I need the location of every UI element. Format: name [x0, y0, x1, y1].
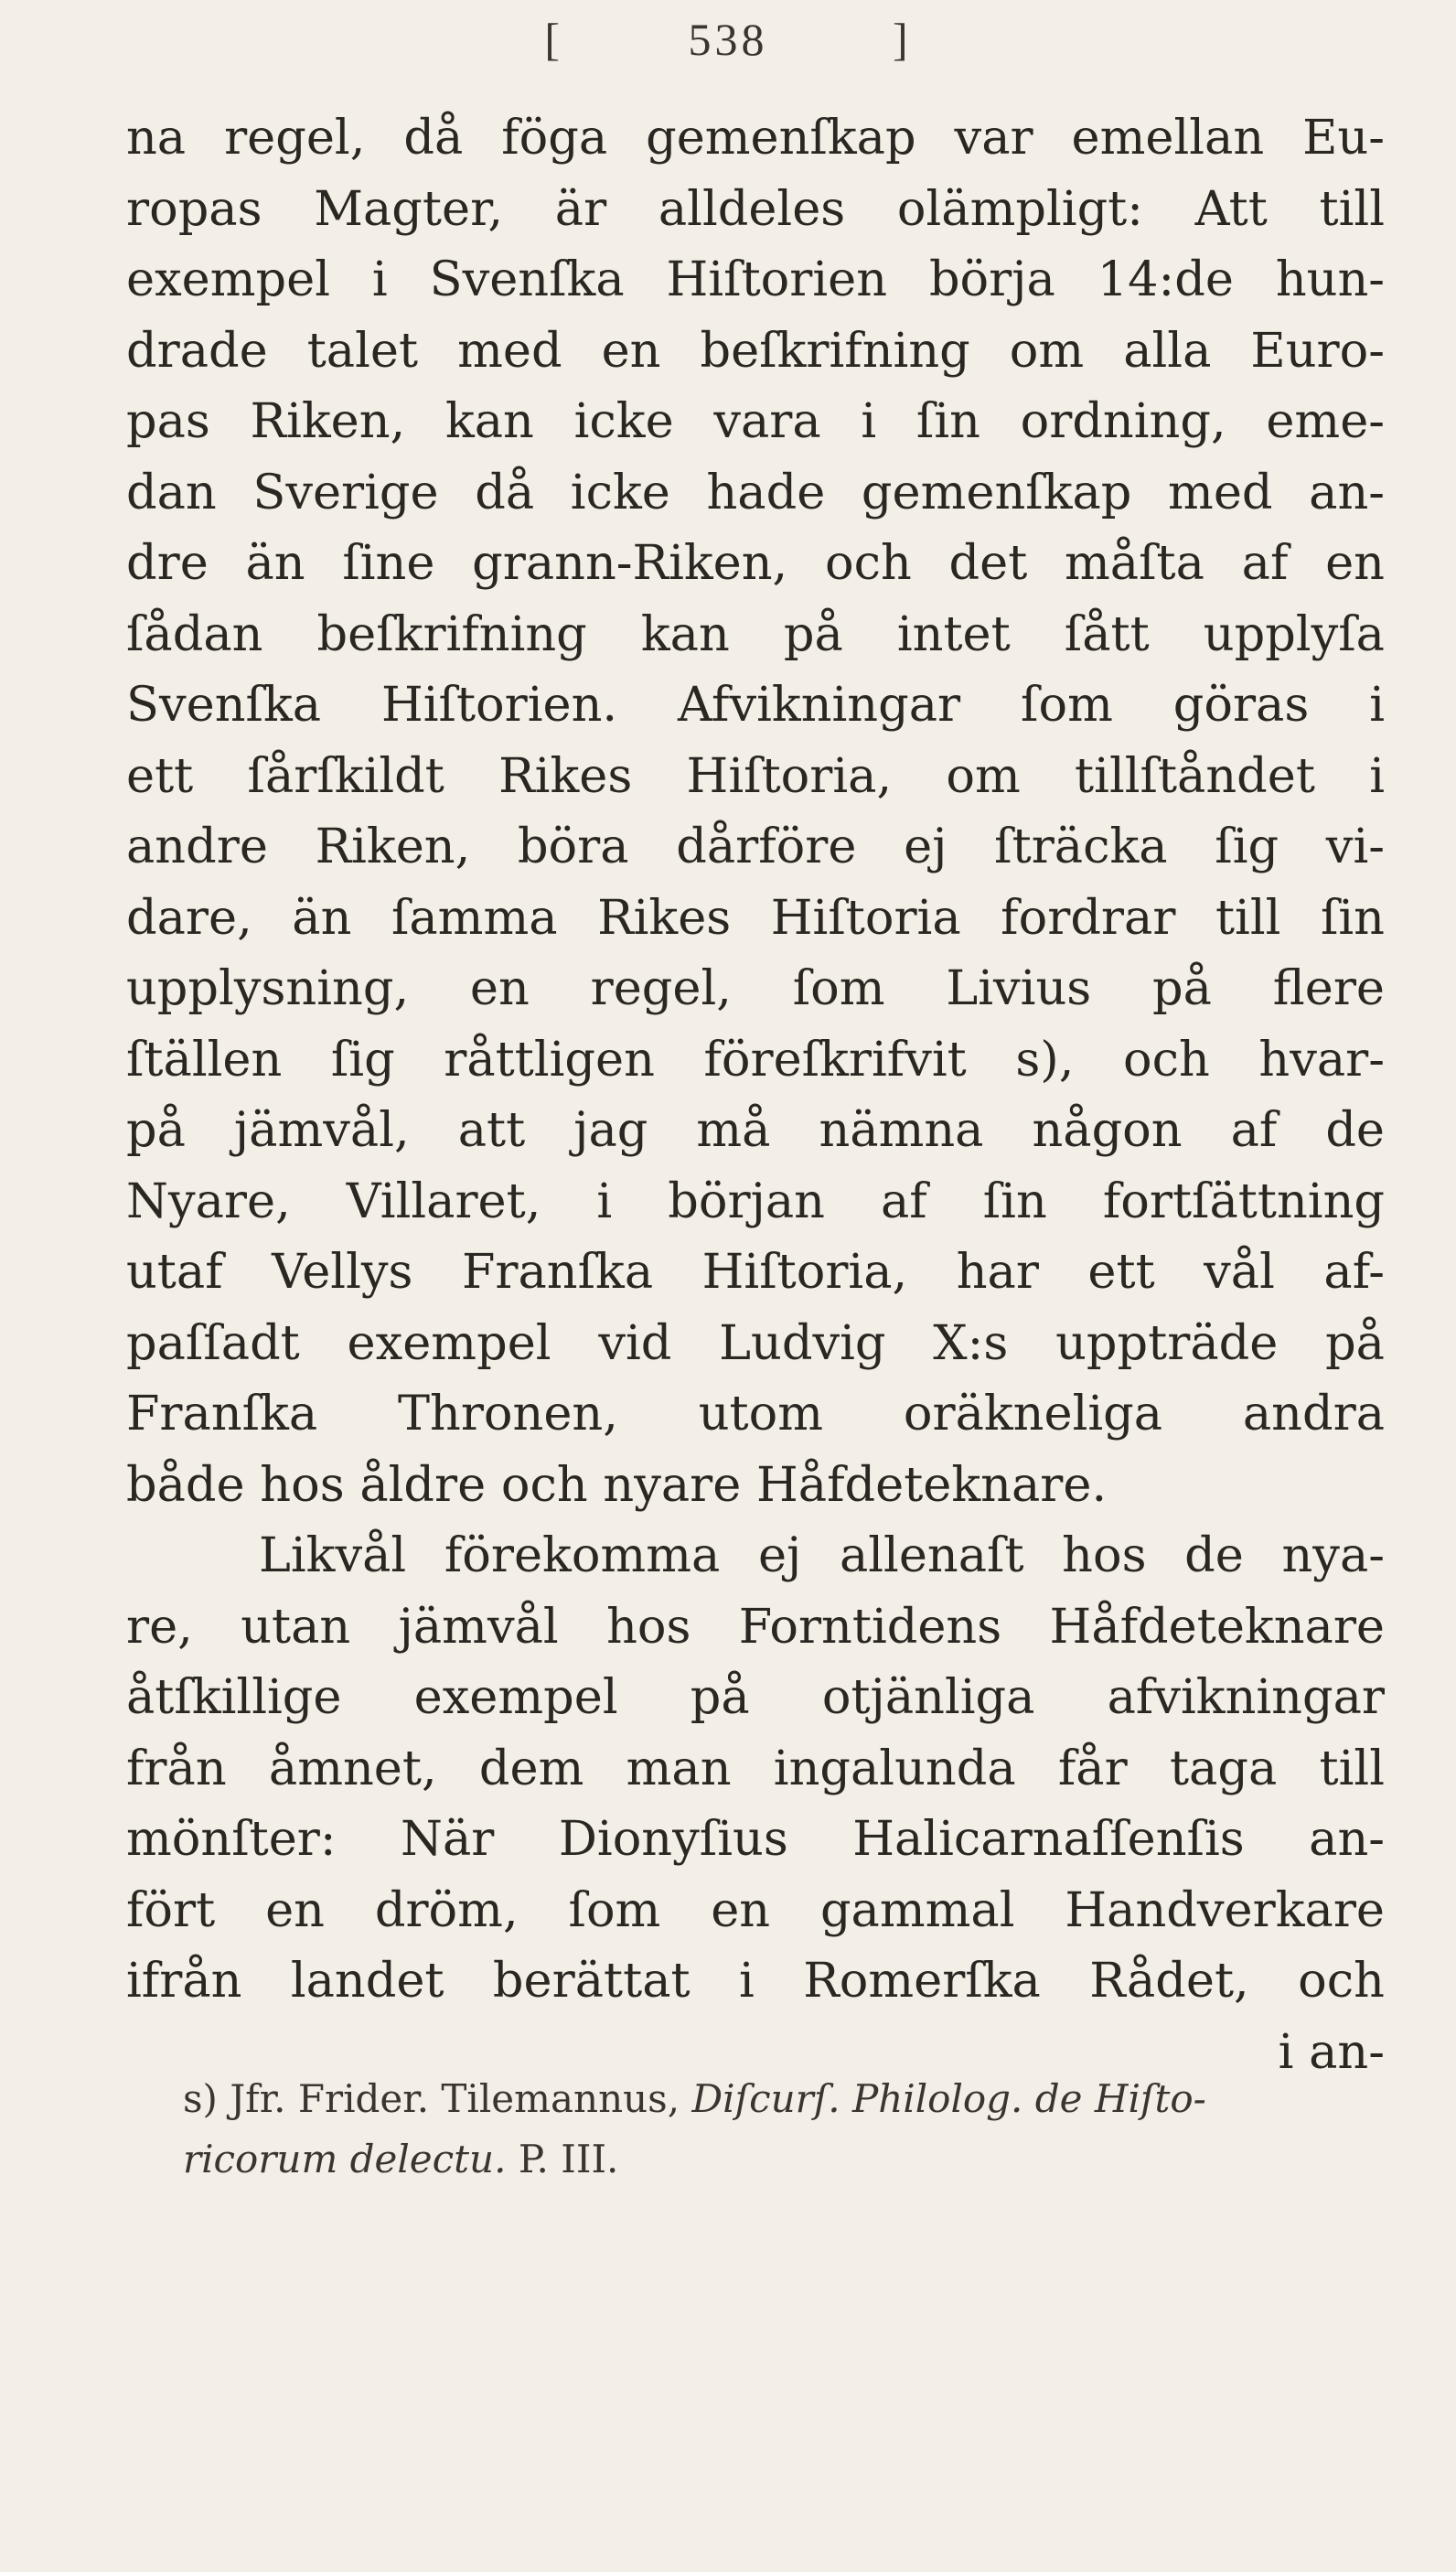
text-line: exempel i Svenſka Hiſtorien börja 14:de hun- — [126, 252, 1385, 307]
footnote-page-ref: P. III. — [518, 2137, 619, 2181]
header-bracket-close: ] — [893, 14, 912, 65]
text-line: Svenſka Hiſtorien. Afvikningar ſom göras i — [126, 677, 1385, 733]
text-line: både hos åldre och nyare Håfdeteknare. — [126, 1456, 1108, 1513]
text-line: Nyare, Villaret, i början af ſin fortſättning — [126, 1173, 1385, 1229]
page-number: 538 — [688, 14, 768, 65]
footnote-line — [183, 2069, 1385, 2129]
text-line: andre Riken, böra dårföre ej ſträcka ſig vi- — [126, 819, 1385, 874]
text-line: ett ſårſkildt Rikes Hiſtoria, om tillſtåndet i — [126, 747, 1385, 804]
page-header — [0, 13, 1456, 66]
text-line: ſådan beſkrifning kan på intet ſått upplyſa — [126, 605, 1385, 662]
text-line: på jämvål, att jag må nämna någon af de — [126, 1102, 1385, 1158]
text-line: från åmnet, dem man ingalunda får taga till — [126, 1740, 1385, 1796]
text-line: re, utan jämvål hos Forntidens Håfdeteknare — [126, 1598, 1385, 1655]
footnote-work-title: Diſcurſ. Philolog. de Hiſto- — [691, 2076, 1206, 2121]
text-line: Franſka Thronen, utom oräkneliga andra — [126, 1386, 1385, 1441]
text-line: ſtällen ſig råttligen föreſkrifvit s), och hvar- — [126, 1031, 1385, 1088]
footnote-work-title-cont: ricorum delectu. — [183, 2137, 507, 2181]
footnote — [183, 2069, 1385, 2190]
footnote-citation: Jfr. Frider. Tilemannus, — [230, 2076, 680, 2121]
text-line: drade talet med en beſkrifning om alla Euro- — [126, 322, 1385, 379]
text-line: fört en dröm, ſom en gammal Handverkare — [126, 1881, 1385, 1938]
text-line: dan Sverige då icke hade gemenſkap med an- — [126, 464, 1385, 520]
catchword: i an- — [1278, 2023, 1385, 2080]
text-line: ifrån landet berättat i Romerſka Rådet, och — [126, 1953, 1385, 2009]
footnote-line — [183, 2129, 1385, 2190]
text-line: dre än ſine grann-Riken, och det måſta af en — [126, 535, 1385, 591]
text-line: utaf Vellys Franſka Hiſtoria, har ett vål af- — [126, 1244, 1385, 1300]
text-line: åtſkillige exempel på otjänliga afvikningar — [126, 1669, 1385, 1725]
paragraph-start-line: Likvål förekomma ej allenaſt hos de nya- — [259, 1527, 1385, 1583]
text-line: paſſadt exempel vid Ludvig X:s uppträde på — [126, 1314, 1385, 1371]
header-bracket-open: [ — [544, 14, 563, 65]
text-line: dare, än ſamma Rikes Hiſtoria fordrar till ſin — [126, 889, 1385, 946]
text-line: upplysning, en regel, ſom Livius på flere — [126, 960, 1385, 1016]
footnote-marker: s) — [183, 2076, 218, 2121]
text-line: na regel, då föga gemenſkap var emellan Eu- — [126, 110, 1385, 166]
text-line: ropas Magter, är alldeles olämpligt: Att till — [126, 180, 1385, 237]
text-line: pas Riken, kan icke vara i ſin ordning, eme- — [126, 393, 1385, 449]
text-line: mönſter: När Dionyſius Halicarnaſſenſis an- — [126, 1811, 1385, 1867]
body-text — [126, 102, 1385, 2087]
